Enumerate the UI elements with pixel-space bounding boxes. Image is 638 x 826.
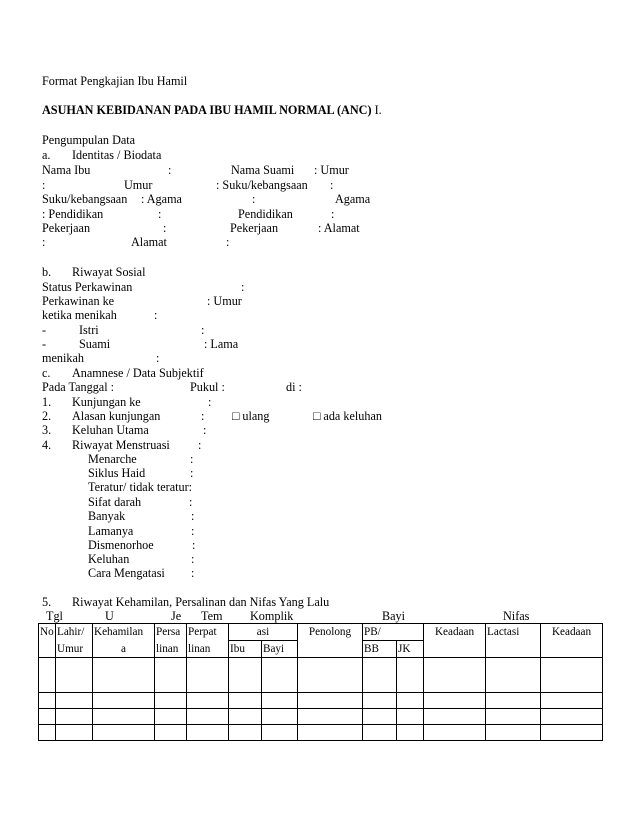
menstruation-item-label: Lamanya	[88, 524, 134, 538]
header-komplikasi: asi	[229, 624, 298, 641]
header-kehamilan-cont: a	[93, 641, 155, 658]
table-cell[interactable]	[298, 725, 363, 741]
table-cell[interactable]	[424, 658, 486, 693]
identity-line-4-b: :	[158, 207, 162, 221]
item-2-colon: :	[201, 409, 205, 423]
header-no: No	[39, 624, 56, 641]
item-4-number: 4.	[42, 438, 52, 452]
social-line-4-b: Istri	[79, 323, 99, 337]
item-2-number: 2.	[42, 409, 52, 423]
menstruation-item-label: Siklus Haid	[88, 466, 146, 480]
social-line-6-a: menikah	[42, 351, 84, 365]
table-cell[interactable]	[56, 658, 93, 693]
table-cell[interactable]	[486, 658, 541, 693]
table-row	[39, 693, 603, 709]
identity-line-3-d: Agama	[335, 192, 371, 206]
identity-line-6-c: :	[226, 235, 230, 249]
table-cell[interactable]	[155, 693, 187, 709]
menstruation-item-colon: :	[191, 524, 195, 538]
section5-label: Riwayat Kehamilan, Persalinan dan Nifas Yang Lalu	[72, 595, 330, 609]
table-cell[interactable]	[229, 693, 262, 709]
above-table-tgl: Tgl	[46, 609, 63, 623]
identity-line-2-d: :	[330, 178, 334, 192]
table-cell[interactable]	[486, 709, 541, 725]
date-line-tanggal: Pada Tanggal :	[42, 380, 115, 394]
main-title-text: ASUHAN KEBIDANAN PADA IBU HAMIL NORMAL (ANC)	[42, 103, 372, 117]
table-cell[interactable]	[39, 693, 56, 709]
social-line-3-b: :	[154, 308, 158, 322]
identity-line-1-a: Nama Ibu	[42, 163, 91, 177]
identity-line-3-b: : Agama	[141, 192, 182, 206]
header-laktasi: Lactasi	[486, 624, 541, 641]
header-komplikasi-ibu: Ibu	[229, 641, 262, 658]
menstruation-item-label: Menarche	[88, 452, 137, 466]
menstruation-item-label: Cara Mengatasi	[88, 566, 165, 580]
table-cell[interactable]	[397, 658, 424, 693]
identity-line-2-c: : Suku/kebangsaan	[216, 178, 308, 192]
identity-line-4-a: : Pendidikan	[42, 207, 104, 221]
table-cell[interactable]	[187, 709, 229, 725]
table-cell[interactable]	[541, 709, 603, 725]
date-line-tempat: di :	[286, 380, 302, 394]
identitas-marker: a.	[42, 148, 51, 162]
header-penolong-cont	[298, 641, 363, 658]
header-jenis: Persa	[155, 624, 187, 641]
table-cell[interactable]	[229, 709, 262, 725]
header-umur: Umur	[56, 641, 93, 658]
item-1-number: 1.	[42, 395, 52, 409]
identity-line-1-d: : Umur	[314, 163, 349, 177]
table-cell[interactable]	[93, 709, 155, 725]
menstruation-item-label: Teratur/ tidak teratur:	[88, 480, 193, 494]
riwayat-sosial-label: Riwayat Sosial	[72, 265, 146, 279]
identity-line-2-a: :	[42, 178, 46, 192]
table-cell[interactable]	[298, 693, 363, 709]
table-cell[interactable]	[229, 658, 262, 693]
section5-number: 5.	[42, 595, 52, 609]
table-cell[interactable]	[229, 725, 262, 741]
table-cell[interactable]	[93, 725, 155, 741]
table-cell[interactable]	[424, 709, 486, 725]
identity-line-1-b: :	[168, 163, 172, 177]
social-line-1-a: Status Perkawinan	[42, 280, 133, 294]
table-cell[interactable]	[56, 709, 93, 725]
above-table-tem: Tem	[201, 609, 223, 623]
table-cell[interactable]	[424, 693, 486, 709]
header-laktasi-cont	[486, 641, 541, 658]
table-cell[interactable]	[187, 693, 229, 709]
date-line-pukul: Pukul :	[190, 380, 225, 394]
menstruation-item-colon: :	[190, 452, 194, 466]
table-cell[interactable]	[262, 693, 298, 709]
menstruation-item-label: Sifat darah	[88, 495, 142, 509]
header-kehamilan: Kehamilan	[93, 624, 155, 641]
table-cell[interactable]	[363, 658, 397, 693]
table-cell[interactable]	[39, 709, 56, 725]
table-cell[interactable]	[541, 658, 603, 693]
menstruation-item-colon: :	[189, 495, 193, 509]
main-title	[42, 104, 382, 116]
table-cell[interactable]	[155, 709, 187, 725]
table-cell[interactable]	[397, 725, 424, 741]
table-cell[interactable]	[486, 693, 541, 709]
section-pengumpulan: Pengumpulan Data	[42, 133, 136, 147]
table-cell[interactable]	[187, 658, 229, 693]
identity-line-3-a: Suku/kebangsaan	[42, 192, 128, 206]
anamnese-label: Anamnese / Data Subjektif	[72, 366, 204, 380]
anamnese-marker: c.	[42, 366, 51, 380]
pregnancy-history-table	[38, 623, 603, 741]
table-cell[interactable]	[424, 725, 486, 741]
main-title-suffix: I.	[374, 103, 382, 117]
header-keadaan-bayi-cont	[424, 641, 486, 658]
above-table-u: U	[105, 609, 114, 623]
identitas-label: Identitas / Biodata	[72, 148, 162, 162]
header-lahir: Lahir/	[56, 624, 93, 641]
table-cell[interactable]	[262, 709, 298, 725]
option-ada-keluhan[interactable]: □ ada keluhan	[313, 409, 382, 423]
menstruation-item-label: Keluhan	[88, 552, 130, 566]
table-cell[interactable]	[486, 725, 541, 741]
table-cell[interactable]	[155, 725, 187, 741]
header-penolong: Penolong	[298, 624, 363, 641]
header-no-cont	[39, 641, 56, 658]
identity-line-5-d: : Alamat	[318, 221, 360, 235]
header-jk: JK	[397, 641, 424, 658]
identity-line-5-c: Pekerjaan	[230, 221, 279, 235]
item-1-colon: :	[208, 395, 212, 409]
social-line-4-a: -	[42, 323, 47, 337]
header-komplikasi-bayi: Bayi	[262, 641, 298, 658]
identity-line-3-c: :	[252, 192, 256, 206]
above-table-nifas: Nifas	[503, 609, 530, 623]
header-jenis-cont: linan	[155, 641, 187, 658]
item-3-number: 3.	[42, 423, 52, 437]
header-keadaan-bayi: Keadaan	[424, 624, 486, 641]
social-line-1-b: :	[241, 280, 245, 294]
header-keadaan-nifas: Keadaan	[541, 624, 603, 641]
above-table-komplik: Komplik	[250, 609, 294, 623]
above-table-je: Je	[171, 609, 182, 623]
identity-line-2-b: Umur	[124, 178, 153, 192]
item-4-colon: :	[198, 438, 202, 452]
identity-line-5-b: :	[163, 221, 167, 235]
table-cell[interactable]	[298, 709, 363, 725]
table-cell[interactable]	[39, 725, 56, 741]
table-row	[39, 709, 603, 725]
header-bb: BB	[363, 641, 397, 658]
table-row	[39, 725, 603, 741]
header-keadaan-nifas-cont	[541, 641, 603, 658]
table-cell[interactable]	[541, 693, 603, 709]
format-title: Format Pengkajian Ibu Hamil	[42, 74, 188, 88]
menstruation-item-colon: :	[192, 538, 196, 552]
table-cell[interactable]	[363, 725, 397, 741]
social-line-4-c: :	[201, 323, 205, 337]
table-cell[interactable]	[93, 693, 155, 709]
table-cell[interactable]	[56, 693, 93, 709]
table-cell[interactable]	[93, 658, 155, 693]
table-header-row-2	[39, 641, 603, 658]
riwayat-sosial-marker: b.	[42, 265, 52, 279]
identity-line-1-c: Nama Suami	[231, 163, 295, 177]
table-header-row-1	[39, 624, 603, 641]
table-row	[39, 658, 603, 693]
identity-line-5-a: Pekerjaan	[42, 221, 91, 235]
table-cell[interactable]	[155, 658, 187, 693]
header-tempat-cont: linan	[187, 641, 229, 658]
menstruation-item-label: Banyak	[88, 509, 126, 523]
social-line-3-a: ketika menikah	[42, 308, 117, 322]
item-3-colon: :	[203, 423, 207, 437]
social-line-2-b: : Umur	[207, 294, 242, 308]
table-cell[interactable]	[541, 725, 603, 741]
item-2-label: Alasan kunjungan	[72, 409, 161, 423]
identity-line-4-d: :	[331, 207, 335, 221]
social-line-5-b: Suami	[79, 337, 111, 351]
menstruation-item-colon: :	[191, 552, 195, 566]
table-cell[interactable]	[39, 658, 56, 693]
menstruation-item-colon: :	[191, 566, 195, 580]
option-ulang[interactable]: □ ulang	[232, 409, 270, 423]
identity-line-6-b: Alamat	[131, 235, 167, 249]
table-cell[interactable]	[363, 709, 397, 725]
table-cell[interactable]	[298, 658, 363, 693]
menstruation-item-colon: :	[190, 466, 194, 480]
item-1-label: Kunjungan ke	[72, 395, 141, 409]
social-line-2-a: Perkawinan ke	[42, 294, 115, 308]
header-tempat: Perpat	[187, 624, 229, 641]
social-line-5-c: : Lama	[204, 337, 239, 351]
table-cell[interactable]	[262, 725, 298, 741]
menstruation-item-label: Dismenorhoe	[88, 538, 154, 552]
header-pbbb: PB/	[363, 624, 424, 641]
table-cell[interactable]	[363, 693, 397, 709]
table-cell[interactable]	[187, 725, 229, 741]
above-table-bayi: Bayi	[382, 609, 406, 623]
item-4-label: Riwayat Menstruasi	[72, 438, 170, 452]
social-line-6-b: :	[156, 351, 160, 365]
menstruation-item-colon: :	[191, 509, 195, 523]
identity-line-4-c: Pendidikan	[238, 207, 293, 221]
table-cell[interactable]	[56, 725, 93, 741]
item-3-label: Keluhan Utama	[72, 423, 149, 437]
table-cell[interactable]	[397, 709, 424, 725]
table-cell[interactable]	[262, 658, 298, 693]
social-line-5-a: -	[42, 337, 47, 351]
identity-line-6-a: :	[42, 235, 46, 249]
table-cell[interactable]	[397, 693, 424, 709]
